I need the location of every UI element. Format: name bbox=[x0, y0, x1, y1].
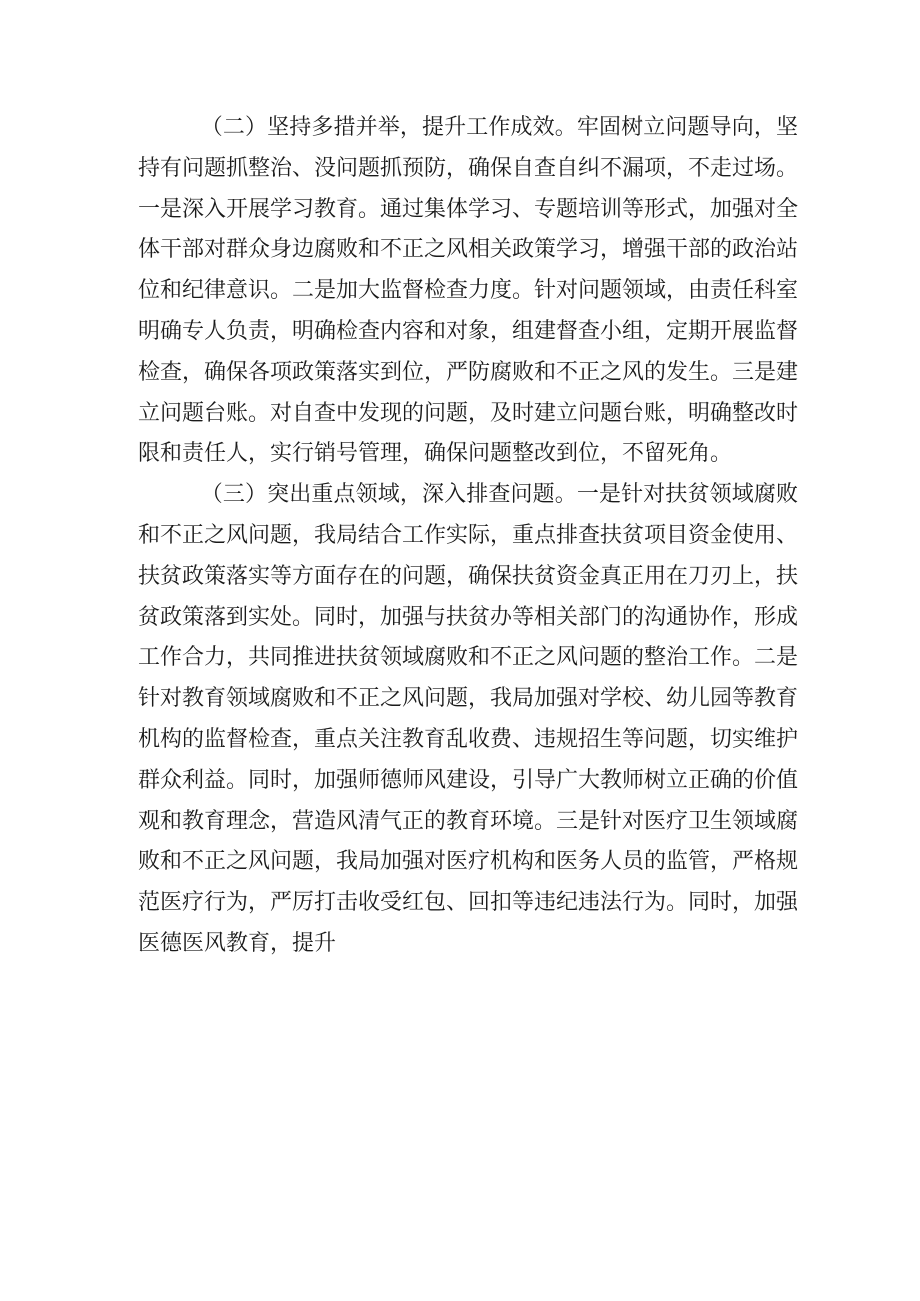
paragraph-section-3: （三）突出重点领域，深入排查问题。一是针对扶贫领域腐败和不正之风问题，我局结合工作实际，重点排查扶贫项目资金使用、扶贫政策落实等方面存在的问题，确保扶贫资金真正用在刀刃上，扶贫政策落到实处。同时，加强与扶贫办等相关部门的沟通协作，形成工作合力，共同推进扶贫领域腐败和不正之风问题的整治工作。二是针对教育领域腐败和不正之风问题，我局加强对学校、幼儿园等教育机构的监督检查，重点关注教育乱收费、违规招生等问题，切实维护群众利益。同时，加强师德师风建设，引导广大教师树立正确的价值观和教育理念，营造风清气正的教育环境。三是针对医疗卫生领域腐败和不正之风问题，我局加强对医疗机构和医务人员的监管，严格规范医疗行为，严厉打击收受红包、回扣等违纪违法行为。同时，加强医德医风教育，提升 bbox=[138, 482, 799, 956]
document-body bbox=[138, 108, 798, 965]
paragraph-section-2: （二）坚持多措并举，提升工作成效。牢固树立问题导向，坚持有问题抓整治、没问题抓预防，确保自查自纠不漏项，不走过场。一是深入开展学习教育。通过集体学习、专题培训等形式，加强对全体干部对群众身边腐败和不正之风相关政策学习，增强干部的政治站位和纪律意识。二是加大监督检查力度。针对问题领域，由责任科室明确专人负责，明确检查内容和对象，组建督查小组，定期开展监督检查，确保各项政策落实到位，严防腐败和不正之风的发生。三是建立问题台账。对自查中发现的问题，及时建立问题台账，明确整改时限和责任人，实行销号管理，确保问题整改到位，不留死角。 bbox=[138, 115, 799, 467]
